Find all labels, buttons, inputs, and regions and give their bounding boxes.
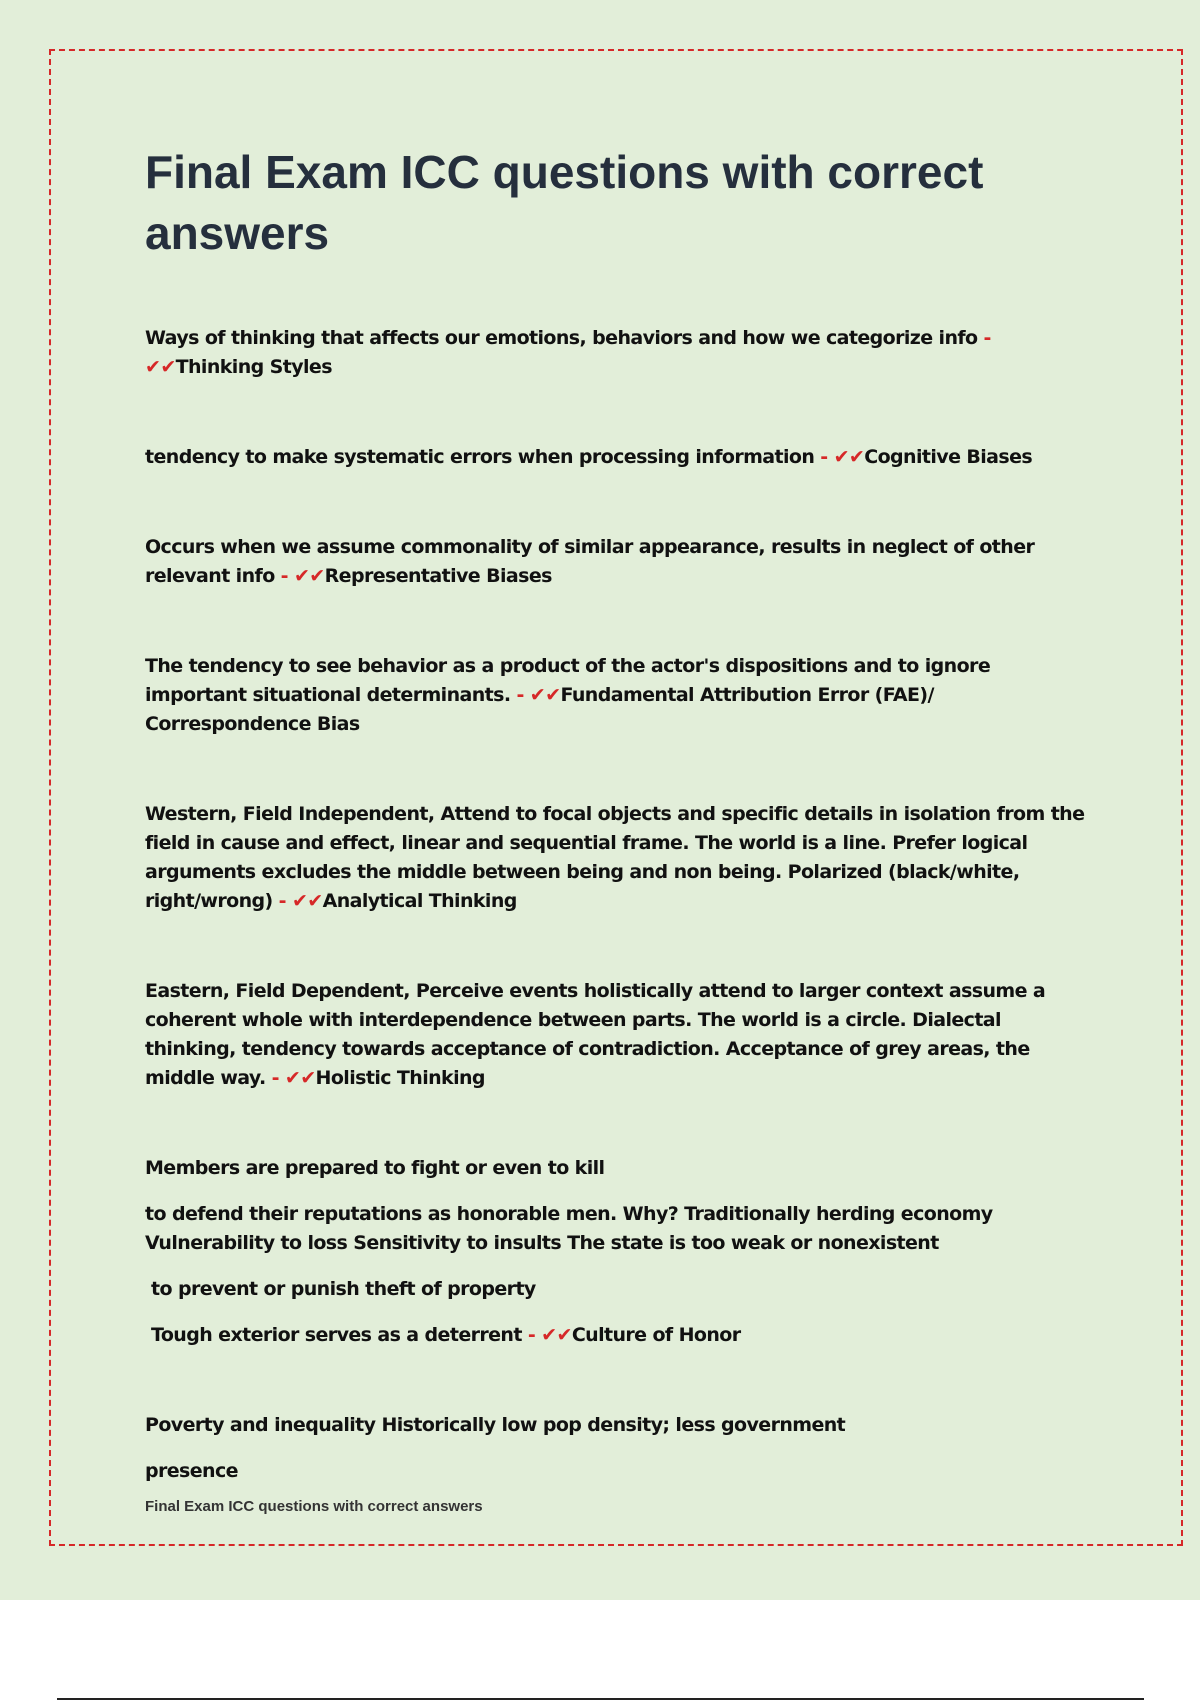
answer-separator: - [274,565,294,587]
answer-separator: - [977,327,991,349]
answer-text: Holistic Thinking [315,1067,485,1089]
running-footer: Final Exam ICC questions with correct answers [145,1498,483,1515]
answer-text: Fundamental Attribution Error (FAE)/ Correspondence Bias [145,684,934,735]
question-text: Ways of thinking that affects our emotions, behaviors and how we categorize info [145,327,978,349]
check-mark-icon: ✔✔ [291,890,323,912]
question-line: to prevent or punish theft of property [145,1278,536,1300]
answer-text: Analytical Thinking [322,890,517,912]
question-text: tendency to make systematic errors when processing information [145,446,815,468]
answer-separator: - [265,1067,285,1089]
question-text: Eastern, Field Dependent, Perceive events holistically attend to larger context assume a coherent whole with interdependence between parts. The world is a circle. Dialectal thinking, tendency towards acceptance of contradiction. Acceptance of grey areas, the middle way. [145,980,1046,1089]
check-mark-icon: ✔✔ [541,1324,572,1346]
check-mark-icon: ✔✔ [833,446,865,468]
check-mark-icon: ✔✔ [145,356,176,378]
question-text: Occurs when we assume commonality of similar appearance, results in neglect of other relevant info [145,536,1035,587]
qa-item-6 [145,977,1095,1093]
document-content [145,142,1095,1515]
qa-item-4 [145,652,1095,739]
question-line: Members are prepared to fight or even to kill [145,1157,605,1179]
question-text: The tendency to see behavior as a product of the actor's dispositions and to ignore important situational determinants. [145,655,991,706]
question-line: presence [145,1460,238,1482]
answer-separator: - [814,446,834,468]
qa-item-2 [145,443,1095,472]
answer-separator: - [521,1324,542,1346]
question-text: Western, Field Independent, Attend to focal objects and specific details in isolation from the field in cause and effect, linear and sequential frame. The world is a line. Prefer logical arguments excludes the middle between being and non being. Polarized (black/white, right/wrong) [145,803,1085,912]
qa-item-1 [145,324,1095,382]
question-line: Poverty and inequality Historically low pop density; less government [145,1414,846,1436]
question-text: Tough exterior serves as a deterrent [145,1324,522,1346]
qa-item-8 [145,1411,1095,1486]
answer-separator: - [272,890,292,912]
answer-text: Culture of Honor [571,1324,741,1346]
answer-text: Thinking Styles [175,356,332,378]
qa-item-7 [145,1154,1095,1350]
check-mark-icon: ✔✔ [293,565,325,587]
answer-separator: - [510,684,530,706]
qa-item-5 [145,800,1095,916]
qa-item-3 [145,533,1095,591]
answer-text: Cognitive Biases [864,446,1033,468]
check-mark-icon: ✔✔ [284,1067,316,1089]
check-mark-icon: ✔✔ [529,684,561,706]
page-title: Final Exam ICC questions with correct answers [145,146,984,259]
question-answer-line [145,1321,1095,1350]
question-line: to defend their reputations as honorable men. Why? Traditionally herding economy Vulnerability to loss Sensitivity to insults The state is too weak or nonexistent [145,1203,993,1254]
answer-text: Representative Biases [324,565,552,587]
